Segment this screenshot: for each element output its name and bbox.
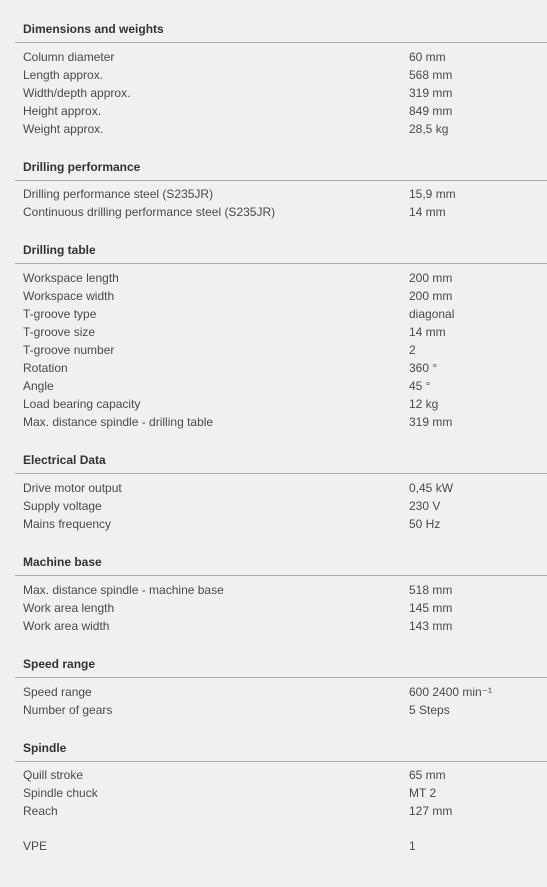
spec-label: Workspace width [23,289,115,303]
spec-value: 360 ° [409,361,438,375]
spec-row [0,497,547,515]
spec-row [0,766,547,784]
spec-row [0,479,547,497]
section-title: Spindle [23,741,67,755]
spec-label: Height approx. [23,104,102,118]
spec-row [0,617,547,635]
spec-row-vpe [0,837,547,855]
spec-label: Angle [23,379,54,393]
spec-value: 200 mm [409,289,453,303]
spec-row [0,581,547,599]
spec-label: Load bearing capacity [23,397,141,411]
spec-row [0,701,547,719]
section-divider [15,677,547,678]
spec-row [0,185,547,203]
spec-label: Speed range [23,685,92,699]
spec-label: Mains frequency [23,517,112,531]
section-divider [15,42,547,43]
spec-value: 518 mm [409,583,453,597]
spec-label: Work area length [23,601,115,615]
spec-value: 0,45 kW [409,481,454,495]
spec-row [0,48,547,66]
spec-label: Workspace length [23,271,119,285]
spec-value: 60 mm [409,50,446,64]
spec-label: T-groove type [23,307,97,321]
section-divider [15,761,547,762]
spec-value: 230 V [409,499,441,513]
spec-row [0,203,547,221]
spec-label: Work area width [23,619,110,633]
spec-row [0,120,547,138]
section-divider [15,473,547,474]
spec-value: 143 mm [409,619,453,633]
section-title: Dimensions and weights [23,22,164,36]
spec-value: 2 [409,343,416,357]
section-title: Speed range [23,657,96,671]
section-title: Machine base [23,555,102,569]
spec-value: 12 kg [409,397,439,411]
spec-row [0,515,547,533]
section-title: Drilling table [23,243,96,257]
spec-value: 200 mm [409,271,453,285]
spec-value: 600 2400 min⁻¹ [409,685,493,699]
spec-label: T-groove size [23,325,96,339]
spec-row [0,269,547,287]
section-divider [15,263,547,264]
spec-value: 50 Hz [409,517,441,531]
spec-value: 849 mm [409,104,453,118]
spec-value: 319 mm [409,415,453,429]
spec-label: VPE [23,839,48,853]
spec-label: Number of gears [23,703,113,717]
spec-label: Weight approx. [23,122,104,136]
spec-row [0,84,547,102]
spec-label: Column diameter [23,50,115,64]
spec-label: Length approx. [23,68,104,82]
spec-row [0,377,547,395]
spec-label: Max. distance spindle - drilling table [23,415,214,429]
spec-row [0,599,547,617]
spec-value: 14 mm [409,205,446,219]
spec-value: 45 ° [409,379,431,393]
section-title: Drilling performance [23,160,141,174]
spec-label: Quill stroke [23,768,84,782]
spec-label: Rotation [23,361,68,375]
section-divider [15,575,547,576]
spec-row [0,102,547,120]
spec-row [0,341,547,359]
spec-row [0,802,547,820]
section-title: Electrical Data [23,453,106,467]
spec-row [0,66,547,84]
spec-value: 1 [409,839,416,853]
spec-label: Width/depth approx. [23,86,131,100]
spec-label: Drilling performance steel (S235JR) [23,187,214,201]
spec-value: 5 Steps [409,703,450,717]
spec-value: MT 2 [409,786,437,800]
spec-row [0,395,547,413]
spec-label: Max. distance spindle - machine base [23,583,224,597]
spec-value: 319 mm [409,86,453,100]
spec-label: Continuous drilling performance steel (S235JR) [23,205,276,219]
spec-row [0,683,547,701]
spec-value: 14 mm [409,325,446,339]
spec-label: T-groove number [23,343,115,357]
spec-row [0,359,547,377]
spec-value: 65 mm [409,768,446,782]
spec-row [0,305,547,323]
spec-label: Spindle chuck [23,786,98,800]
spec-row [0,413,547,431]
spec-label: Drive motor output [23,481,122,495]
spec-value: 127 mm [409,804,453,818]
spec-row [0,323,547,341]
spec-value: diagonal [409,307,455,321]
spec-value: 28,5 kg [409,122,449,136]
spec-value: 145 mm [409,601,453,615]
section-divider [15,180,547,181]
spec-label: Reach [23,804,58,818]
spec-value: 568 mm [409,68,453,82]
spec-value: 15,9 mm [409,187,456,201]
spec-row [0,287,547,305]
spec-row [0,784,547,802]
spec-label: Supply voltage [23,499,102,513]
